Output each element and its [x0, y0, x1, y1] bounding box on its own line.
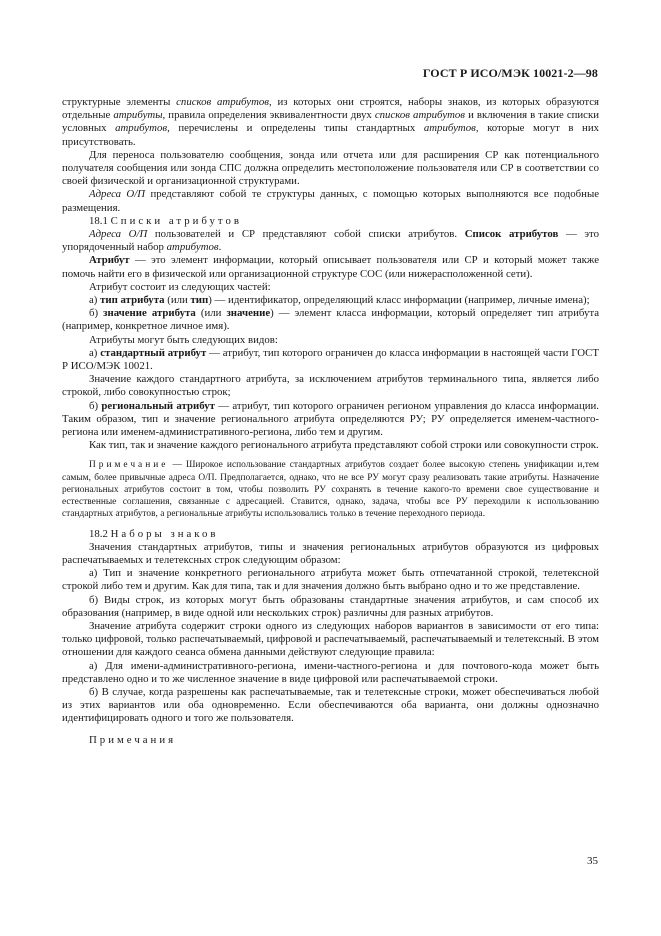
notes-heading: Примечания: [89, 733, 177, 746]
list-item: б) Виды строк, из которых могут быть образованы стандартные значения атрибутов, и сам способ их образования (например, в виде одной или нескольких строк) различны для разных атрибутов.: [62, 593, 599, 619]
paragraph: Значение каждого стандартного атрибута, за исключением атрибутов терминального типа, является либо строкой, либо совокупностью строк;: [62, 373, 599, 399]
document-header: ГОСТ Р ИСО/МЭК 10021-2—98: [422, 66, 598, 80]
list-item: а) тип атрибута (или тип) — идентификатор, определяющий класс информации (например, личные имена);: [89, 294, 590, 307]
list-item: б) В случае, когда разрешены как распечатываемые, так и телетексные строки, может обеспечиваться любой из этих вариантов или оба одновременно. Если обеспечиваются оба варианта, они должны однозначно идентифицировать одного и того же пользователя.: [62, 685, 599, 725]
paragraph: Адреса О/П представляют собой те структуры данных, с помощью которых выполняются все подобные размещения.: [62, 188, 599, 214]
paragraph: Атрибут состоит из следующих частей:: [89, 280, 271, 293]
paragraph: Для переноса пользователю сообщения, зонда или отчета или для расширения СР как потенциального получателя сообщения или зонда СПС должна определить местоположение пользователя или СР в соответствии со своей физической и организационной структурами.: [62, 148, 599, 188]
list-item: б) региональный атрибут — атрибут, тип которого ограничен регионом управления до класса информации. Таким образом, тип и значение регионального атрибута определяются РУ; РУ определяется именем-частного-региона или именем-административного-региона, либо тем и другим.: [62, 399, 599, 439]
document-body: [62, 96, 599, 747]
list-item: а) Тип и значение конкретного регионального атрибута может быть отпечатанной строкой, телетексной строкой либо тем и другим. Как для типа, так и для значения должно быть выбрано одно и то же представление.: [62, 567, 599, 593]
paragraph: Атрибуты могут быть следующих видов:: [89, 333, 278, 346]
list-item: б) значение атрибута (или значение) — элемент класса информации, который определяет тип атрибута (например, конкретное личное имя).: [62, 307, 599, 333]
list-item: а) стандартный атрибут — атрибут, тип которого ограничен до класса информации в настоящей части ГОСТ Р ИСО/МЭК 10021.: [62, 346, 599, 373]
paragraph: Значение атрибута содержит строки одного из следующих наборов вариантов в зависимости от его типа: только цифровой, только распечатываемый, цифровой и распечатываемый, распечатываемый и телетексный. В этом отношении для каждого сеанса обмена данными действуют следующие правила:: [62, 619, 599, 659]
paragraph: структурные элементы списков атрибутов, из которых они строятся, наборы знаков, из которых образуются отдельные атрибуты, правила определения эквивалентности двух списков атрибутов и включения в такие списки условных атрибутов, перечислены и определены типы стандартных атрибутов, которые могут в них присутствовать.: [62, 96, 600, 148]
paragraph: Как тип, так и значение каждого регионального атрибута представляют собой строки или совокупности строк.: [89, 439, 599, 452]
paragraph: Значения стандартных атрибутов, типы и значения региональных атрибутов образуются из цифровых распечатываемых и телетексных строк следующим образом:: [62, 540, 599, 566]
page-number: 35: [587, 855, 598, 867]
note: Примечание — Широкое использование стандартных атрибутов создает более высокую степень унификации и,тем самым, более привычные адреса О/П. Предполагается, однако, что не все РУ могут сразу реализовать такие атрибуты. Назначение региональных атрибутов состоит в том, чтобы позволить РУ сохранять в течение какого-то времени свое существование и естественные соглашения, связанные с адресацией. Ставится, однако, задача, чтобы все РУ переходили к использованию стандартных атрибутов, а региональные атрибуты использовались только в течение переходного периода.: [62, 460, 599, 520]
section-heading-18-1: 18.1 Списки атрибутов: [89, 214, 242, 227]
list-item: а) Для имени-административного-региона, имени-частного-региона и для почтового-кода может быть представлено одно и то же численное значение в виде цифровой или распечатываемой строки.: [62, 659, 599, 685]
section-heading-18-2: 18.2 Наборы знаков: [89, 527, 219, 540]
paragraph: Адреса О/П пользователей и СР представляют собой списки атрибутов. Список атрибутов — это упорядоченный набор атрибутов.: [62, 228, 599, 254]
paragraph: Атрибут — это элемент информации, который описывает пользователя или СР и который может также помочь найти его в физической или организационной структуре СОС (или нижерасположенной сети).: [62, 254, 599, 280]
